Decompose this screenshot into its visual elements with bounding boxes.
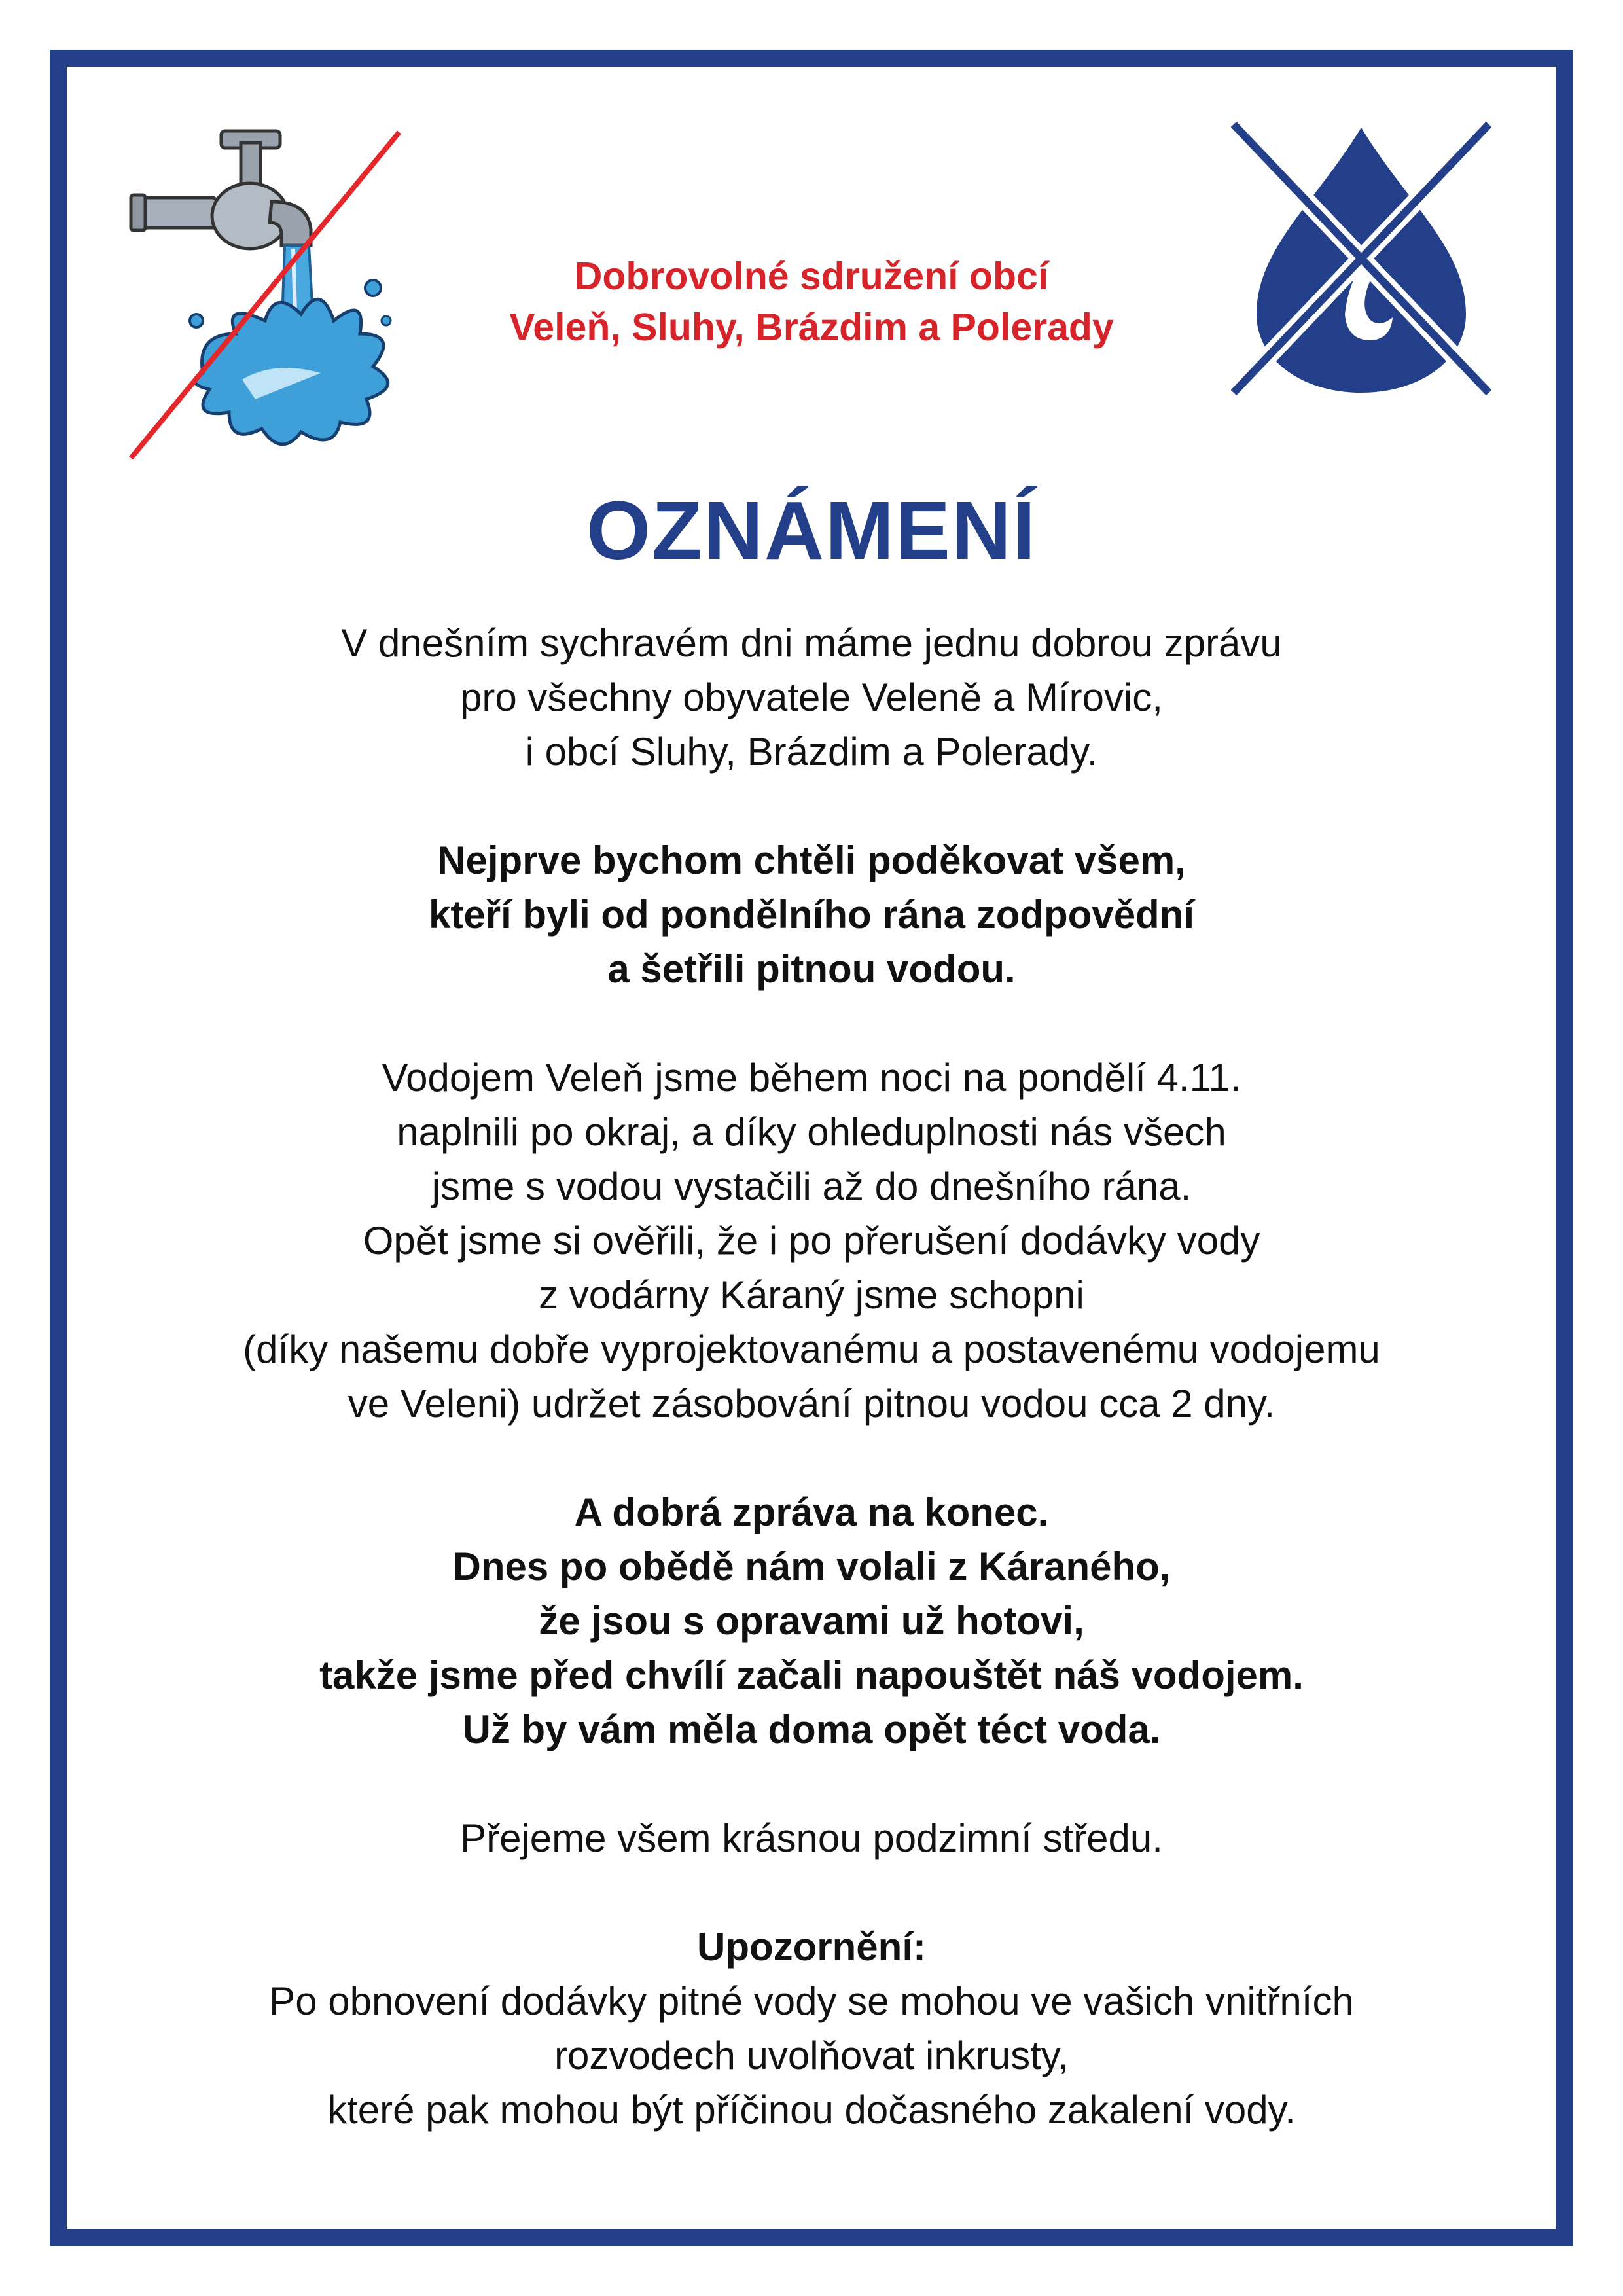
details-line-7: ve Veleni) udržet zásobování pitnou vodou cca 2 dny. [348, 1382, 1275, 1426]
organization-line-1: Dobrovolné sdružení obcí [574, 255, 1049, 298]
good-news-line-5: Už by vám měla doma opět téct voda. [462, 1708, 1161, 1751]
page-title: OZNÁMENÍ [586, 484, 1037, 577]
warning-line-2: rozvodech uvolňovat inkrusty, [554, 2034, 1069, 2077]
thanks-line-3: a šetřili pitnou vodou. [607, 947, 1016, 991]
details-line-6: (díky našemu dobře vyprojektovanému a postavenému vodojemu [243, 1327, 1380, 1371]
good-news-line-3: že jsou s opravami už hotovi, [539, 1599, 1084, 1643]
good-news-line-4: takže jsme před chvílí začali napouštět náš vodojem. [319, 1653, 1304, 1697]
warning-line-3: které pak mohou být příčinou dočasného zakalení vody. [327, 2088, 1296, 2132]
details-line-4: Opět jsme si ověřili, že i po přerušení dodávky vody [363, 1219, 1260, 1263]
details-line-1: Vodojem Veleň jsme během noci na pondělí 4.11. [382, 1056, 1241, 1100]
warning-heading: Upozornění: [697, 1925, 926, 1969]
organization-line-2: Veleň, Sluhy, Brázdim a Polerady [509, 306, 1114, 349]
warning-line-1: Po obnovení dodávky pitné vody se mohou ve vašich vnitřních [269, 1979, 1354, 2023]
good-news-line-1: A dobrá zpráva na konec. [574, 1490, 1049, 1534]
thanks-line-1: Nejprve bychom chtěli poděkovat všem, [437, 838, 1186, 882]
intro-line-2: pro všechny obyvatele Veleně a Mírovic, [460, 675, 1163, 719]
intro-line-1: V dnešním sychravém dni máme jednu dobrou zprávu [341, 621, 1282, 665]
thanks-line-2: kteří byli od pondělního rána zodpovědní [428, 893, 1195, 937]
details-line-2: naplnili po okraj, a díky ohleduplnosti nás všech [397, 1110, 1226, 1154]
details-line-3: jsme s vodou vystačili až do dnešního rána. [431, 1164, 1192, 1208]
good-news-line-2: Dnes po obědě nám volali z Káraného, [452, 1545, 1171, 1588]
intro-line-3: i obcí Sluhy, Brázdim a Polerady. [525, 730, 1098, 774]
wish-line: Přejeme všem krásnou podzimní středu. [460, 1816, 1163, 1860]
details-line-5: z vodárny Káraný jsme schopni [539, 1273, 1084, 1317]
